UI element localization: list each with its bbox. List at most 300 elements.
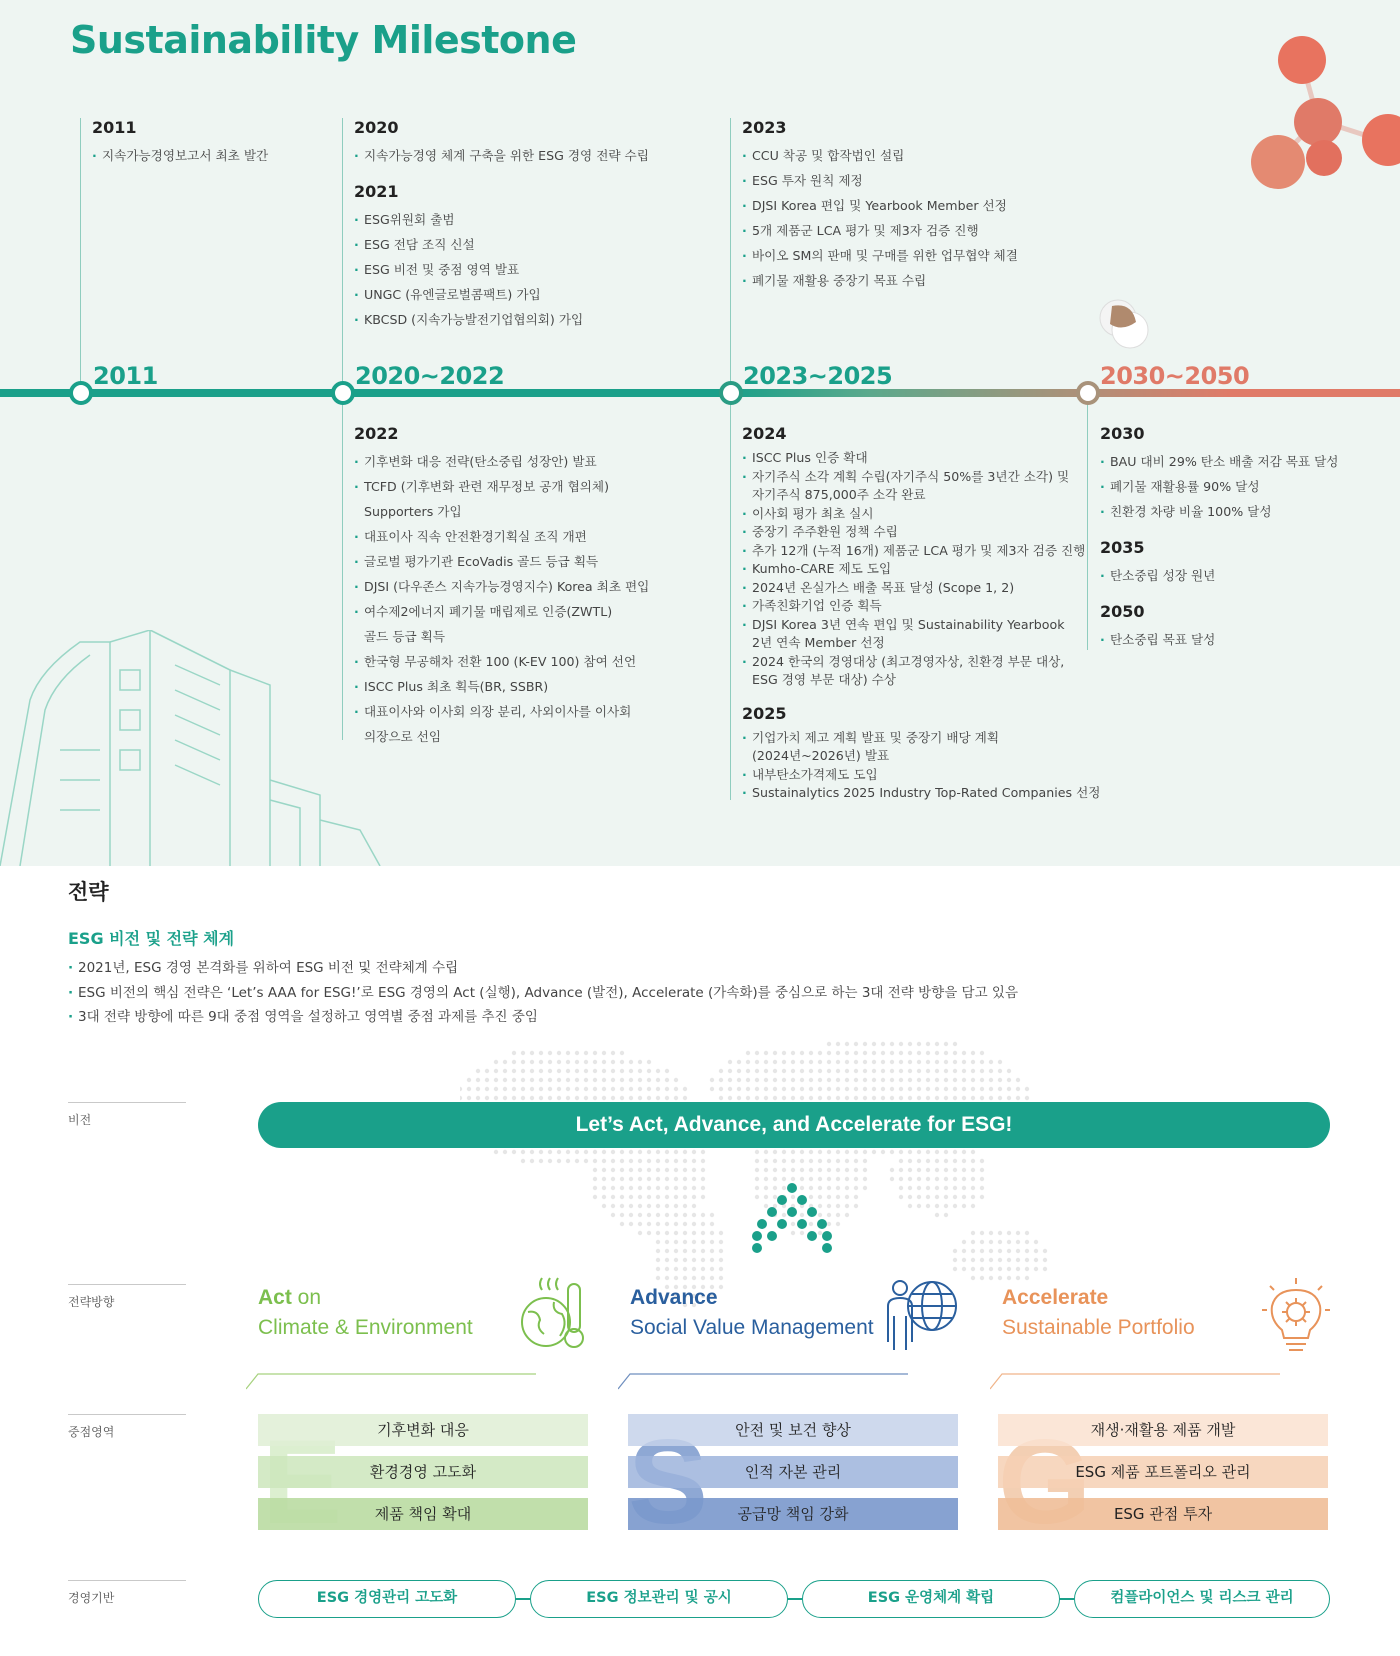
map-dot (593, 1168, 597, 1172)
map-dot (737, 1087, 741, 1091)
map-dot (854, 1159, 858, 1163)
map-dot (953, 1051, 957, 1055)
map-dot (638, 1168, 642, 1172)
map-dot (548, 1150, 552, 1154)
map-dot (701, 1159, 705, 1163)
map-dot (764, 1087, 768, 1091)
map-dot (629, 1213, 633, 1217)
map-dot (521, 1150, 525, 1154)
map-dot (773, 1051, 777, 1055)
map-dot (719, 1267, 723, 1271)
map-dot (791, 1168, 795, 1172)
map-dot (629, 1177, 633, 1181)
map-dot (845, 1186, 849, 1190)
map-dot (980, 1240, 984, 1244)
map-dot (764, 1177, 768, 1181)
map-dot (755, 1168, 759, 1172)
map-dot (845, 1213, 849, 1217)
map-dot (953, 1267, 957, 1271)
row-label-vision: 비전 (68, 1102, 186, 1128)
map-dot (899, 1168, 903, 1172)
map-dot (908, 1186, 912, 1190)
map-dot (512, 1150, 516, 1154)
map-dot (827, 1087, 831, 1091)
map-dot (989, 1087, 993, 1091)
map-dot (557, 1078, 561, 1082)
map-dot (890, 1096, 894, 1100)
map-dot (854, 1051, 858, 1055)
list-item: 2년 연속 Member 선정 (752, 635, 885, 650)
map-dot (728, 1087, 732, 1091)
map-dot (602, 1177, 606, 1181)
focus-area: 기후변화 대응 (258, 1414, 588, 1446)
map-dot (620, 1222, 624, 1226)
map-dot (1025, 1087, 1029, 1091)
map-dot (710, 1258, 714, 1262)
map-dot (683, 1087, 687, 1091)
map-dot (575, 1051, 579, 1055)
map-dot (512, 1069, 516, 1073)
map-dot (1016, 1087, 1020, 1091)
map-dot (710, 1213, 714, 1217)
map-dot (944, 1159, 948, 1163)
map-dot (460, 1087, 462, 1091)
map-dot (764, 1060, 768, 1064)
map-dot (539, 1087, 543, 1091)
map-dot (980, 1051, 984, 1055)
map-dot (647, 1213, 651, 1217)
map-dot (980, 1078, 984, 1082)
map-dot (620, 1213, 624, 1217)
map-dot (494, 1078, 498, 1082)
map-dot (584, 1159, 588, 1163)
map-dot (962, 1267, 966, 1271)
map-dot (611, 1168, 615, 1172)
year-label: 2050 (1100, 602, 1145, 621)
map-dot (899, 1087, 903, 1091)
map-dot (854, 1069, 858, 1073)
map-dot (845, 1087, 849, 1091)
list-item: ESG 경영 부문 대상) 수상 (752, 672, 896, 687)
year-label: 2023 (742, 118, 787, 137)
focus-areas-social (628, 1414, 958, 1540)
map-dot (1025, 1096, 1029, 1100)
map-dot (989, 1069, 993, 1073)
map-dot (647, 1222, 651, 1226)
map-dot (899, 1195, 903, 1199)
map-dot (647, 1186, 651, 1190)
map-dot (683, 1240, 687, 1244)
map-dot (503, 1150, 507, 1154)
map-dot (503, 1087, 507, 1091)
map-dot (512, 1087, 516, 1091)
map-dot (620, 1060, 624, 1064)
map-dot (926, 1159, 930, 1163)
map-dot (782, 1096, 786, 1100)
map-dot (467, 1096, 471, 1100)
year-label: 2035 (1100, 538, 1145, 557)
list-item: · ESG 투자 원칙 제정 (742, 168, 1018, 193)
map-dot (647, 1168, 651, 1172)
map-dot (809, 1168, 813, 1172)
map-dot (899, 1078, 903, 1082)
milestone-2030-2050 (1100, 424, 1338, 666)
map-dot (791, 1051, 795, 1055)
map-dot (620, 1087, 624, 1091)
map-dot (881, 1069, 885, 1073)
map-dot (872, 1078, 876, 1082)
map-dot (881, 1087, 885, 1091)
map-dot (908, 1168, 912, 1172)
map-dot (980, 1159, 984, 1163)
map-dot (845, 1168, 849, 1172)
map-dot (890, 1060, 894, 1064)
map-dot (503, 1078, 507, 1082)
map-dot (476, 1078, 480, 1082)
map-dot (602, 1096, 606, 1100)
map-dot (854, 1168, 858, 1172)
list-item: · 내부탄소가격제도 도입 (742, 766, 1100, 785)
focus-area: ESG 제품 포트폴리오 관리 (998, 1456, 1328, 1488)
map-dot (962, 1051, 966, 1055)
map-dot (953, 1186, 957, 1190)
map-dot (980, 1060, 984, 1064)
map-dot (773, 1078, 777, 1082)
map-dot (701, 1276, 705, 1280)
list-item: 의장으로 선임 (364, 729, 441, 744)
map-dot (611, 1096, 615, 1100)
direction-underline (990, 1372, 1280, 1390)
map-dot (998, 1249, 1002, 1253)
map-dot (881, 1078, 885, 1082)
map-dot (674, 1231, 678, 1235)
map-dot (899, 1186, 903, 1190)
map-dot (908, 1060, 912, 1064)
map-dot (575, 1069, 579, 1073)
map-dot (683, 1231, 687, 1235)
map-dot (710, 1240, 714, 1244)
map-dot (899, 1060, 903, 1064)
map-dot (854, 1060, 858, 1064)
map-dot (827, 1051, 831, 1055)
map-dot (647, 1096, 651, 1100)
map-dot (620, 1069, 624, 1073)
map-dot (665, 1222, 669, 1226)
map-dot (566, 1069, 570, 1073)
map-dot (809, 1177, 813, 1181)
map-dot (845, 1051, 849, 1055)
map-dot (944, 1213, 948, 1217)
map-dot (809, 1096, 813, 1100)
map-dot (953, 1177, 957, 1181)
map-dot (548, 1069, 552, 1073)
map-dot (935, 1159, 939, 1163)
map-dot (971, 1051, 975, 1055)
map-dot (818, 1051, 822, 1055)
map-dot (998, 1096, 1002, 1100)
map-dot (656, 1276, 660, 1280)
map-dot (737, 1060, 741, 1064)
map-dot (908, 1150, 912, 1154)
map-dot (944, 1069, 948, 1073)
milestone-title: Sustainability Milestone (70, 18, 577, 62)
map-dot (908, 1051, 912, 1055)
map-dot (638, 1213, 642, 1217)
map-dot (485, 1069, 489, 1073)
map-dot (908, 1069, 912, 1073)
map-dot (791, 1159, 795, 1163)
map-dot (494, 1087, 498, 1091)
map-dot (980, 1168, 984, 1172)
focus-area: 인적 자본 관리 (628, 1456, 958, 1488)
map-dot (854, 1096, 858, 1100)
map-dot (728, 1078, 732, 1082)
map-dot (1007, 1267, 1011, 1271)
foundation-pill: ESG 경영관리 고도화 (258, 1580, 516, 1618)
map-dot (557, 1051, 561, 1055)
map-dot (683, 1267, 687, 1271)
map-dot (836, 1222, 840, 1226)
map-dot (1016, 1276, 1020, 1280)
map-dot (989, 1276, 993, 1280)
map-dot (854, 1087, 858, 1091)
item-list (92, 143, 268, 168)
map-dot (926, 1069, 930, 1073)
list-item: · 한국형 무공해차 전환 100 (K-EV 100) 참여 선언 (354, 649, 649, 674)
map-dot (962, 1060, 966, 1064)
list-item: · 5개 제품군 LCA 평가 및 제3자 검증 진행 (742, 218, 1018, 243)
focus-area: 환경경영 고도화 (258, 1456, 588, 1488)
map-dot (917, 1096, 921, 1100)
molecule-illustration (1240, 30, 1400, 200)
map-dot (629, 1204, 633, 1208)
map-dot (566, 1060, 570, 1064)
map-dot (998, 1069, 1002, 1073)
map-dot (620, 1096, 624, 1100)
map-dot (692, 1249, 696, 1253)
map-dot (944, 1060, 948, 1064)
map-dot (1034, 1267, 1038, 1271)
map-dot (953, 1078, 957, 1082)
map-dot (845, 1195, 849, 1199)
map-dot (584, 1150, 588, 1154)
focus-areas-governance (998, 1414, 1328, 1540)
list-item: · ISCC Plus 인증 확대 (742, 449, 1100, 468)
map-dot (593, 1186, 597, 1190)
map-dot (872, 1042, 876, 1046)
map-dot (503, 1069, 507, 1073)
map-dot (719, 1231, 723, 1235)
map-dot (530, 1150, 534, 1154)
map-dot (647, 1078, 651, 1082)
map-dot (854, 1186, 858, 1190)
map-dot (674, 1249, 678, 1253)
timeline-axis (0, 389, 1400, 397)
map-dot (782, 1087, 786, 1091)
map-dot (665, 1078, 669, 1082)
map-dot (629, 1096, 633, 1100)
map-dot (584, 1060, 588, 1064)
map-dot (620, 1204, 624, 1208)
map-dot (863, 1042, 867, 1046)
map-dot (899, 1051, 903, 1055)
map-dot (809, 1069, 813, 1073)
map-dot (692, 1150, 696, 1154)
map-dot (944, 1087, 948, 1091)
map-dot (971, 1096, 975, 1100)
map-dot (980, 1087, 984, 1091)
map-dot (710, 1267, 714, 1271)
map-dot (683, 1150, 687, 1154)
map-dot (638, 1222, 642, 1226)
map-dot (719, 1249, 723, 1253)
map-dot (971, 1060, 975, 1064)
map-dot (1007, 1096, 1011, 1100)
map-dot (503, 1060, 507, 1064)
map-dot (512, 1060, 516, 1064)
map-dot (638, 1078, 642, 1082)
foundation-connector (514, 1598, 530, 1600)
list-item: · 중장기 주주환원 정책 수립 (742, 523, 1100, 542)
connector-2023 (730, 118, 731, 388)
map-dot (962, 1096, 966, 1100)
map-dot (890, 1069, 894, 1073)
map-dot (548, 1078, 552, 1082)
map-dot (773, 1069, 777, 1073)
map-dot (836, 1096, 840, 1100)
map-dot (701, 1168, 705, 1172)
map-dot (692, 1159, 696, 1163)
map-dot (593, 1177, 597, 1181)
map-dot (1007, 1231, 1011, 1235)
map-dot (800, 1087, 804, 1091)
map-dot (746, 1087, 750, 1091)
map-dot (629, 1060, 633, 1064)
map-dot (719, 1078, 723, 1082)
list-item: · BAU 대비 29% 탄소 배출 저감 목표 달성 (1100, 449, 1338, 474)
map-dot (593, 1051, 597, 1055)
map-dot (467, 1078, 471, 1082)
map-dot (800, 1051, 804, 1055)
map-dot (863, 1150, 867, 1154)
map-dot (998, 1231, 1002, 1235)
map-dot (629, 1186, 633, 1190)
map-dot (629, 1168, 633, 1172)
map-dot (701, 1222, 705, 1226)
map-dot (494, 1069, 498, 1073)
map-dot (467, 1087, 471, 1091)
map-dot (521, 1096, 525, 1100)
map-dot (683, 1249, 687, 1253)
map-dot (1043, 1249, 1047, 1253)
map-dot (980, 1096, 984, 1100)
map-dot (656, 1087, 660, 1091)
map-dot (980, 1267, 984, 1271)
map-dot (863, 1078, 867, 1082)
map-dot (782, 1177, 786, 1181)
item-list (354, 143, 649, 168)
map-dot (656, 1240, 660, 1244)
map-dot (674, 1186, 678, 1190)
direction-title: Climate & Environment (258, 1316, 473, 1339)
map-dot (485, 1096, 489, 1100)
foundation-pill: ESG 운영체계 확립 (802, 1580, 1060, 1618)
map-dot (719, 1096, 723, 1100)
list-item: · 가족친화기업 인증 획득 (742, 597, 1100, 616)
map-dot (998, 1240, 1002, 1244)
map-dot (476, 1069, 480, 1073)
map-dot (944, 1096, 948, 1100)
map-dot (935, 1213, 939, 1217)
map-dot (971, 1177, 975, 1181)
list-item: · 2024년 온실가스 배출 목표 달성 (Scope 1, 2) (742, 579, 1100, 598)
map-dot (746, 1060, 750, 1064)
map-dot (836, 1051, 840, 1055)
map-dot (953, 1258, 957, 1262)
map-dot (953, 1096, 957, 1100)
row-label-focus: 중점영역 (68, 1414, 186, 1440)
map-dot (701, 1177, 705, 1181)
map-dot (539, 1060, 543, 1064)
year-label: 2021 (354, 182, 399, 201)
list-item: · 바이오 SM의 판매 및 구매를 위한 업무협약 체결 (742, 243, 1018, 268)
map-dot (539, 1096, 543, 1100)
map-dot (782, 1168, 786, 1172)
list-item: · ESG위원회 출범 (354, 207, 649, 232)
map-dot (764, 1159, 768, 1163)
map-dot (971, 1195, 975, 1199)
map-dot (638, 1096, 642, 1100)
map-dot (971, 1150, 975, 1154)
map-dot (953, 1168, 957, 1172)
map-dot (935, 1069, 939, 1073)
map-dot (962, 1249, 966, 1253)
map-dot (971, 1231, 975, 1235)
map-dot (917, 1042, 921, 1046)
map-dot (782, 1150, 786, 1154)
map-dot (764, 1078, 768, 1082)
period-label: 2023~2025 (743, 362, 893, 390)
map-dot (521, 1087, 525, 1091)
map-dot (935, 1186, 939, 1190)
map-dot (674, 1204, 678, 1208)
map-dot (989, 1258, 993, 1262)
map-dot (620, 1078, 624, 1082)
map-dot (575, 1060, 579, 1064)
direction-keyword: Advance (630, 1286, 718, 1309)
map-dot (908, 1096, 912, 1100)
map-dot (692, 1240, 696, 1244)
map-dot (566, 1051, 570, 1055)
strategy-section (0, 866, 1400, 1656)
list-item: · UNGC (유엔글로벌콤팩트) 가입 (354, 282, 649, 307)
map-dot (899, 1042, 903, 1046)
map-dot (818, 1087, 822, 1091)
map-dot (917, 1177, 921, 1181)
row-label-foundation: 경영기반 (68, 1580, 186, 1606)
map-dot (674, 1168, 678, 1172)
map-dot (935, 1168, 939, 1172)
map-dot (1016, 1267, 1020, 1271)
map-dot (962, 1177, 966, 1181)
map-dot (674, 1150, 678, 1154)
map-dot (647, 1150, 651, 1154)
map-dot (935, 1051, 939, 1055)
timeline-node-2023 (719, 381, 743, 405)
timeline-node-2030 (1076, 381, 1100, 405)
direction-title: Social Value Management (630, 1316, 874, 1339)
map-dot (773, 1087, 777, 1091)
